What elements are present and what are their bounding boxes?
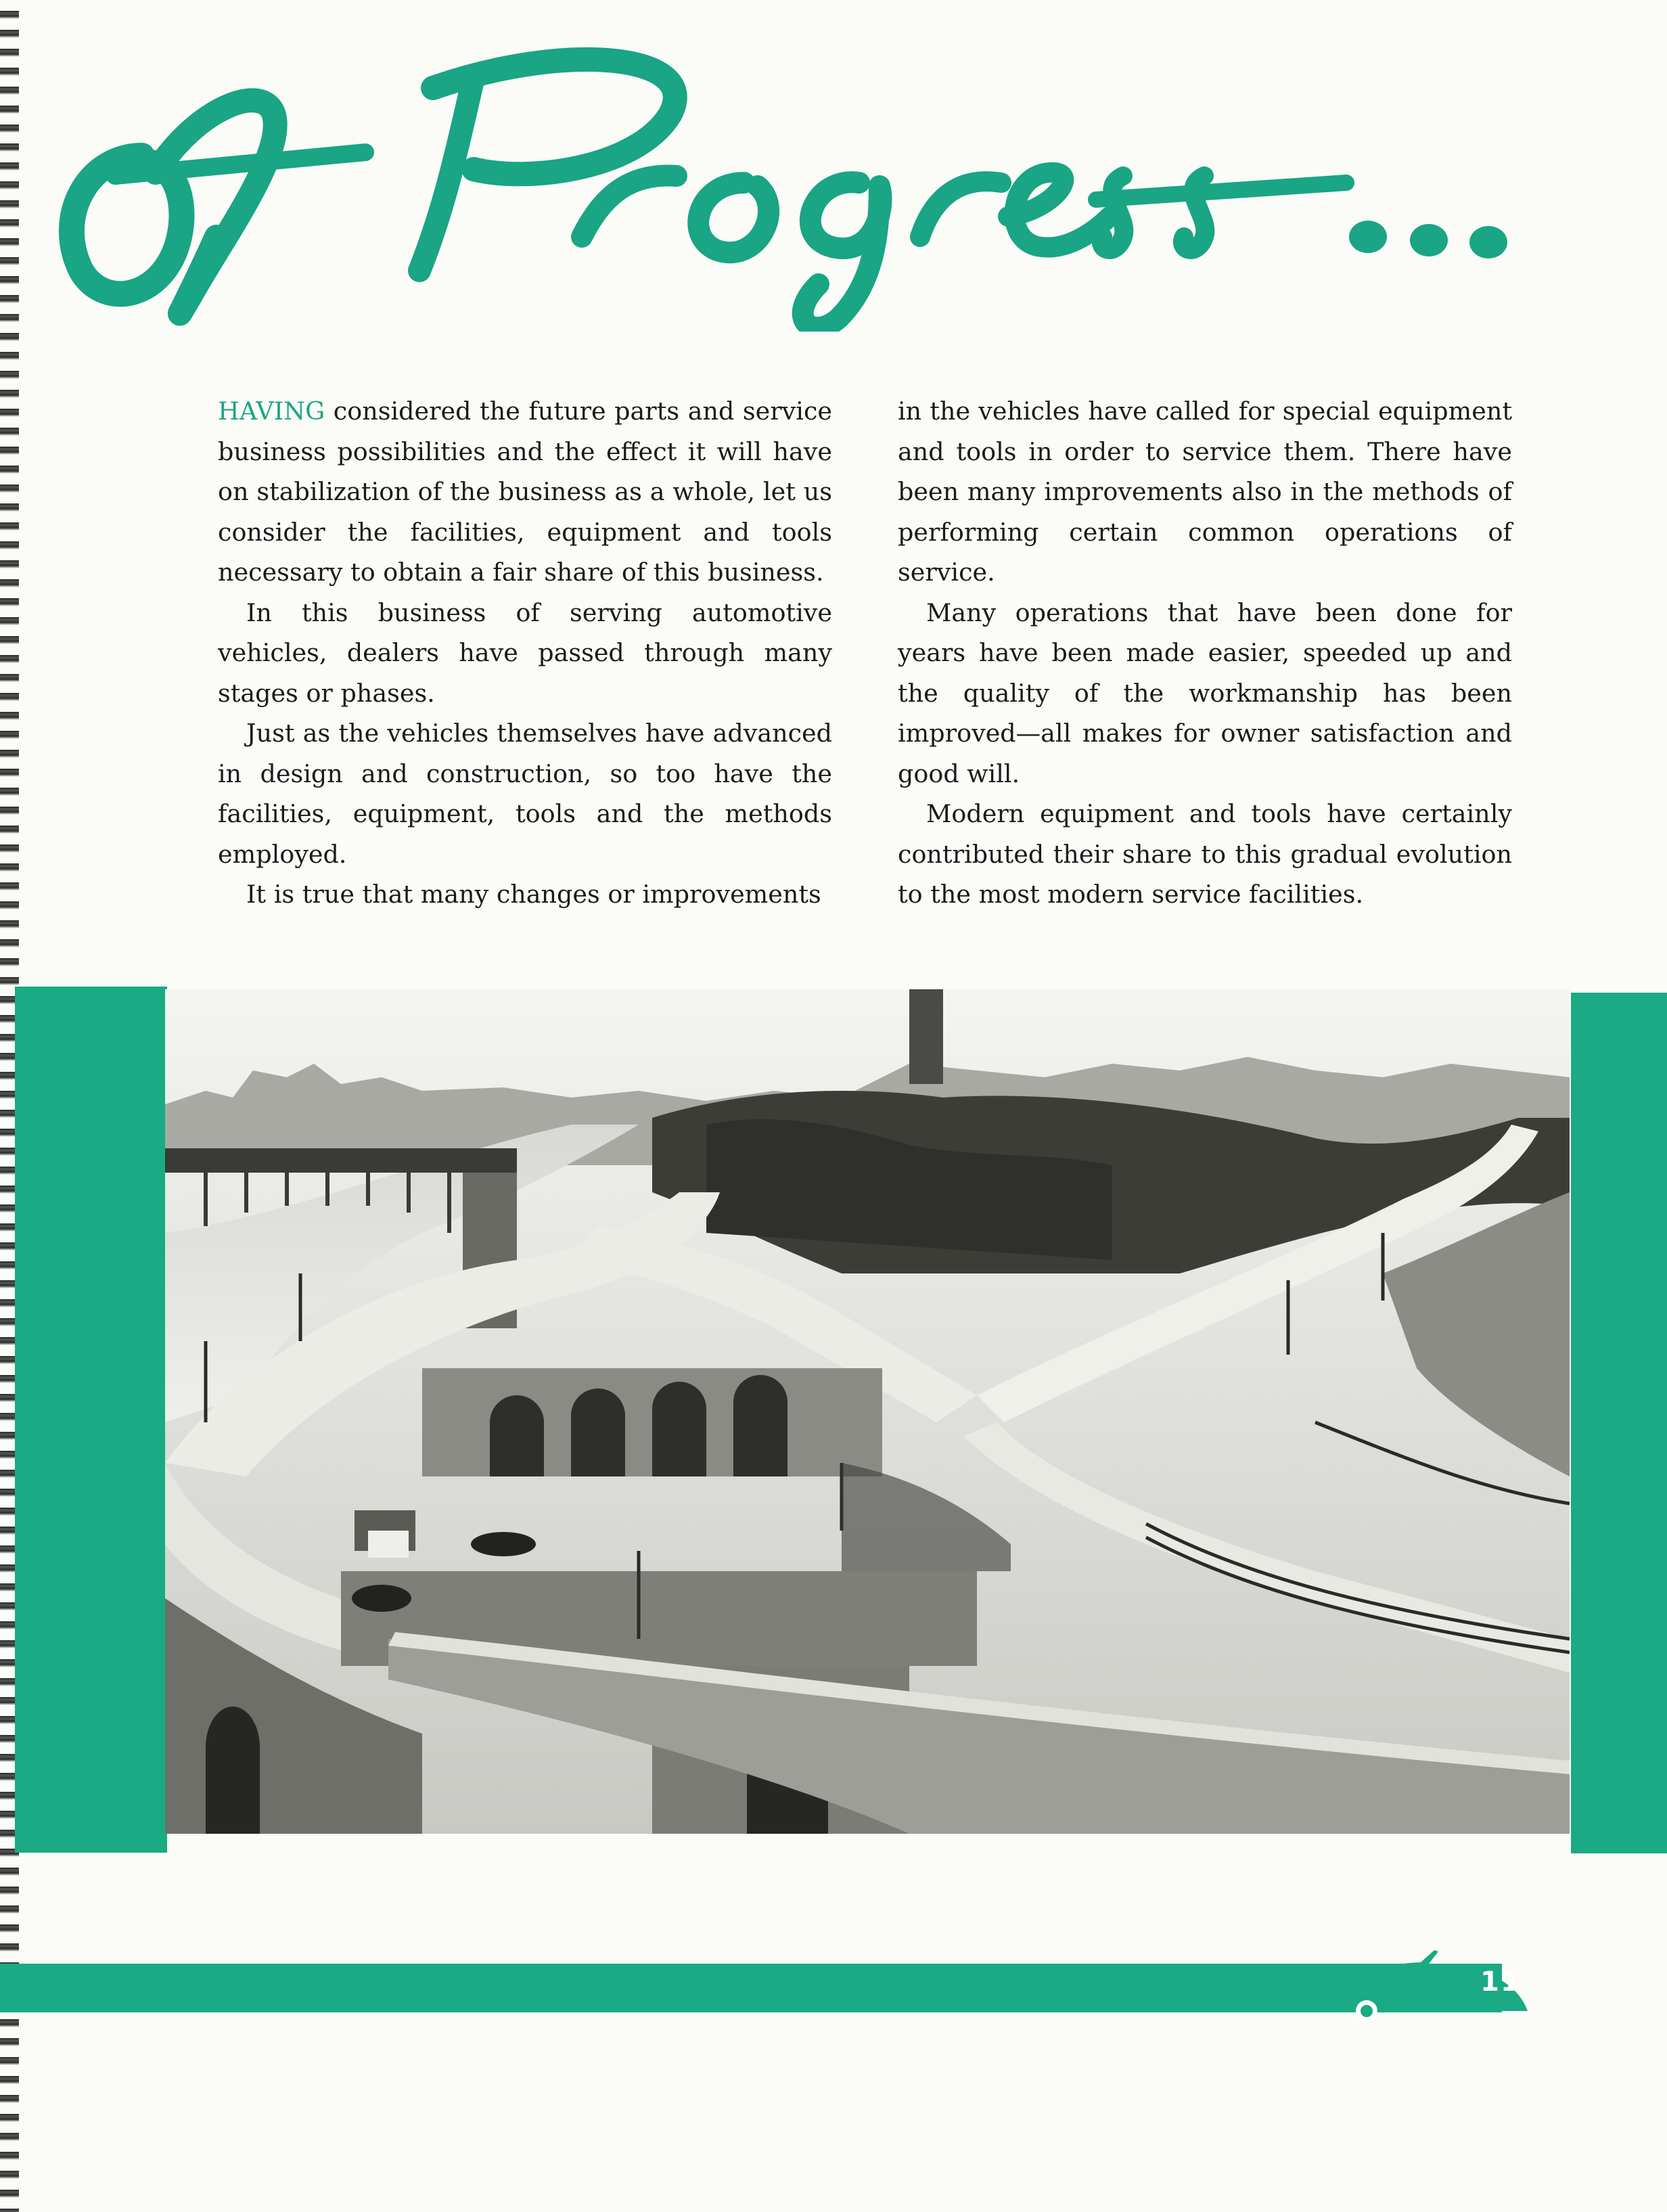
- lead-word: HAVING: [218, 397, 325, 426]
- text-column-left: [218, 391, 832, 915]
- paragraph-5: Many operations that have been done for years have been made easier, speeded up and the quality of the workmanship has been improved—all makes for owner satisfaction and good will.: [898, 597, 1512, 788]
- paragraph-4-start: It is true that many changes or improvements: [246, 880, 821, 909]
- footer-accent-stripe: [0, 1964, 1502, 2012]
- paragraph-6: Modern equipment and tools have certainly contributed their share to this gradual evolution to the most modern service facilities.: [898, 799, 1512, 909]
- paragraph-1: [218, 391, 832, 593]
- page-heading: [41, 14, 1515, 332]
- paragraph-4-continued: in the vehicles have called for special equipment and tools in order to service them. There have been many improvements also in the methods of performing certain common operations of service.: [898, 397, 1512, 587]
- heading-script-lettering: [41, 14, 1515, 332]
- paragraph-2: In this business of serving automotive vehicles, dealers have passed through many stages or phases.: [218, 597, 832, 708]
- paragraph-3: Just as the vehicles themselves have advanced in design and construction, so too have the facilities, equipment, tools and the methods employed.: [218, 719, 832, 869]
- accent-band-left: [15, 987, 167, 1853]
- accent-band-right: [1571, 993, 1667, 1853]
- text-column-right: [898, 391, 1512, 915]
- page-number: 11: [1480, 1966, 1521, 1997]
- paragraph-1-text: considered the future parts and service business possibilities and the effect it will have on stabilization of the business as a whole, let us consider the facilities, equipment and tools necessary to obtain a fair share of this business.: [218, 397, 832, 587]
- highway-interchange-photo: [165, 989, 1570, 1834]
